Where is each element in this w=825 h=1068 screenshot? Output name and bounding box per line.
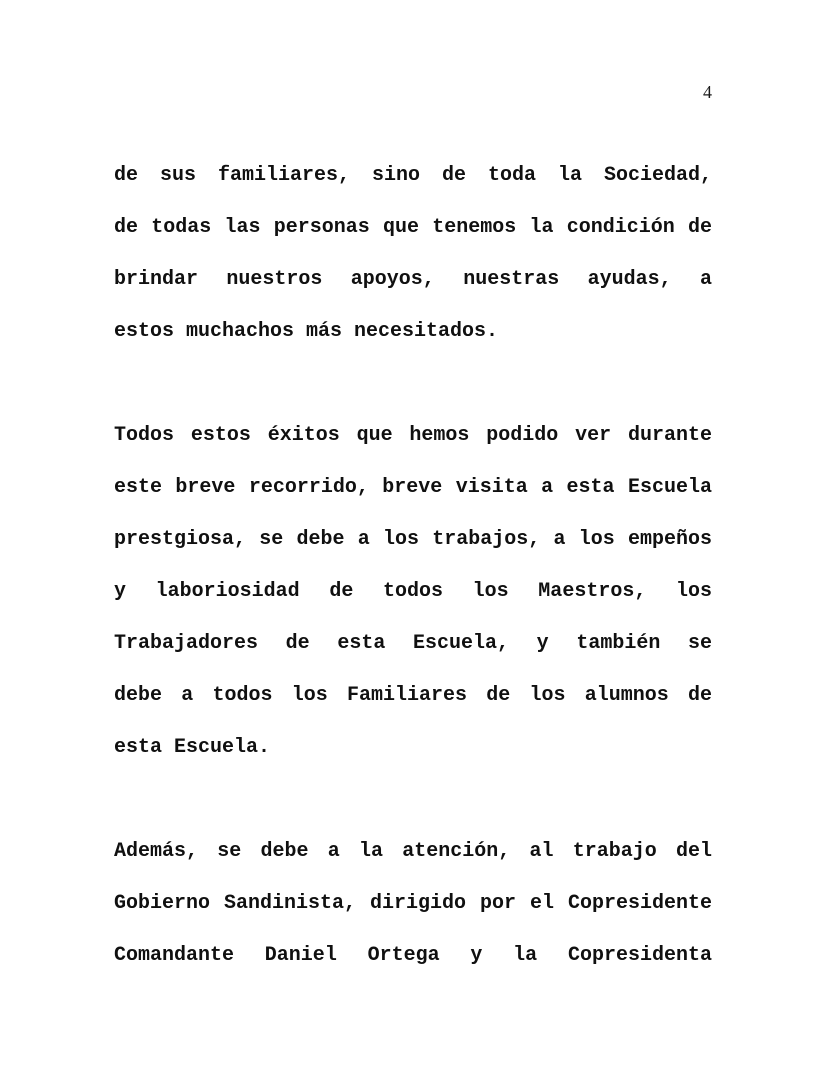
text-line: Todos estos éxitos que hemos podido ver durante bbox=[114, 424, 712, 447]
text-line: de sus familiares, sino de toda la Sociedad, bbox=[114, 164, 712, 187]
paragraph bbox=[114, 150, 712, 358]
text-line: Además, se debe a la atención, al trabajo del bbox=[114, 840, 712, 863]
text-line: Comandante Daniel Ortega y la Copresidenta bbox=[114, 944, 712, 967]
text-line: de todas las personas que tenemos la condición de bbox=[114, 216, 712, 239]
text-line: este breve recorrido, breve visita a esta Escuela bbox=[114, 476, 712, 499]
text-line: prestgiosa, se debe a los trabajos, a los empeños bbox=[114, 528, 712, 551]
paragraph bbox=[114, 826, 712, 982]
text-line: brindar nuestros apoyos, nuestras ayudas, a bbox=[114, 268, 712, 291]
paragraph bbox=[114, 410, 712, 774]
document-text bbox=[114, 150, 712, 1034]
text-line: Trabajadores de esta Escuela, y también se bbox=[114, 632, 712, 655]
text-line: esta Escuela. bbox=[114, 736, 271, 759]
text-line: estos muchachos más necesitados. bbox=[114, 320, 499, 343]
text-line: Gobierno Sandinista, dirigido por el Copresidente bbox=[114, 892, 712, 915]
page-number: 4 bbox=[703, 82, 712, 102]
text-line: y laboriosidad de todos los Maestros, los bbox=[114, 580, 712, 603]
text-line: debe a todos los Familiares de los alumnos de bbox=[114, 684, 712, 707]
